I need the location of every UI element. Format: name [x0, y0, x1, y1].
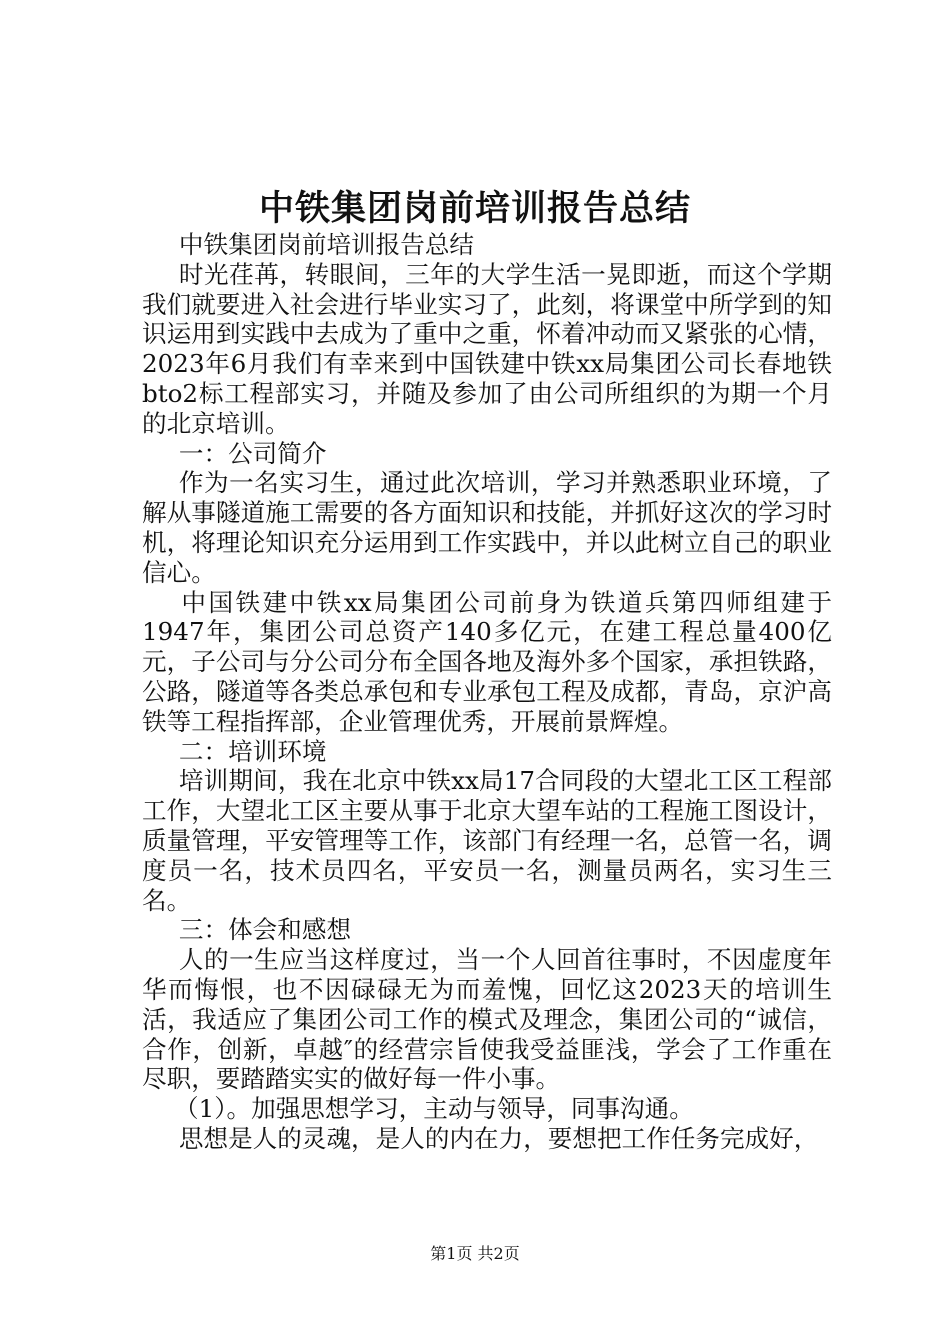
paragraph-intro: 时光荏苒，转眼间，三年的大学生活一晃即逝，而这个学期我们就要进入社会进行毕业实习了，此刻，将课堂中所学到的知识运用到实践中去成为了重中之重，怀着冲动而又紧张的心情，2023年6月我们有幸来到中国铁建中铁xx局集团公司长春地铁bto2标工程部实习，并随及参加了由公司所组织的为期一个月的北京培训。	[142, 259, 832, 438]
document-body	[142, 230, 832, 1154]
paragraph-reflections: 人的一生应当这样度过，当一个人回首往事时，不因虚度年华而悔恨，也不因碌碌无为而羞愧，回忆这2023天的培训生活，我适应了集团公司工作的模式及理念，集团公司的“诚信，合作，创新，卓越″的经营宗旨使我受益匪浅，学会了工作重在尽职，要踏踏实实的做好每一件小事。	[142, 945, 832, 1094]
section-heading-reflections: 三：体会和感想	[178, 915, 352, 945]
section-heading-environment: 二：培训环境	[178, 736, 327, 766]
paragraph-thought: 思想是人的灵魂，是人的内在力，要想把工作任务完成好，	[178, 1123, 819, 1153]
document-title: 中铁集团岗前培训报告总结	[258, 188, 691, 229]
page-footer: 第1页 共2页	[430, 1244, 520, 1263]
paragraph-environment: 培训期间，我在北京中铁xx局17合同段的大望北工区工程部工作，大望北工区主要从事于北京大望车站的工程施工图设计，质量管理，平安管理等工作，该部门有经理一名，总管一名，调度员一名，技术员四名，平安员一名，测量员两名，实习生三名。	[142, 766, 832, 915]
list-item-point-1: （1）。加强思想学习，主动与领导，同事沟通。	[173, 1094, 694, 1124]
section-heading-company: 一：公司简介	[178, 438, 327, 468]
paragraph-intern-goal: 作为一名实习生，通过此次培训，学习并熟悉职业环境，了解从事隧道施工需要的各方面知识和技能，并抓好这次的学习时机，将理论知识充分运用到工作实践中，并以此树立自己的职业信心。	[142, 468, 832, 587]
paragraph-company-profile: 中国铁建中铁xx局集团公司前身为铁道兵第四师组建于1947年，集团公司总资产140多亿元，在建工程总量400亿元，子公司与分公司分布全国各地及海外多个国家，承担铁路，公路，隧道等各类总承包和专业承包工程及成都，青岛，京沪高铁等工程指挥部，企业管理优秀，开展前景辉煌。	[142, 587, 832, 736]
document-subtitle: 中铁集团岗前培训报告总结	[178, 230, 475, 259]
